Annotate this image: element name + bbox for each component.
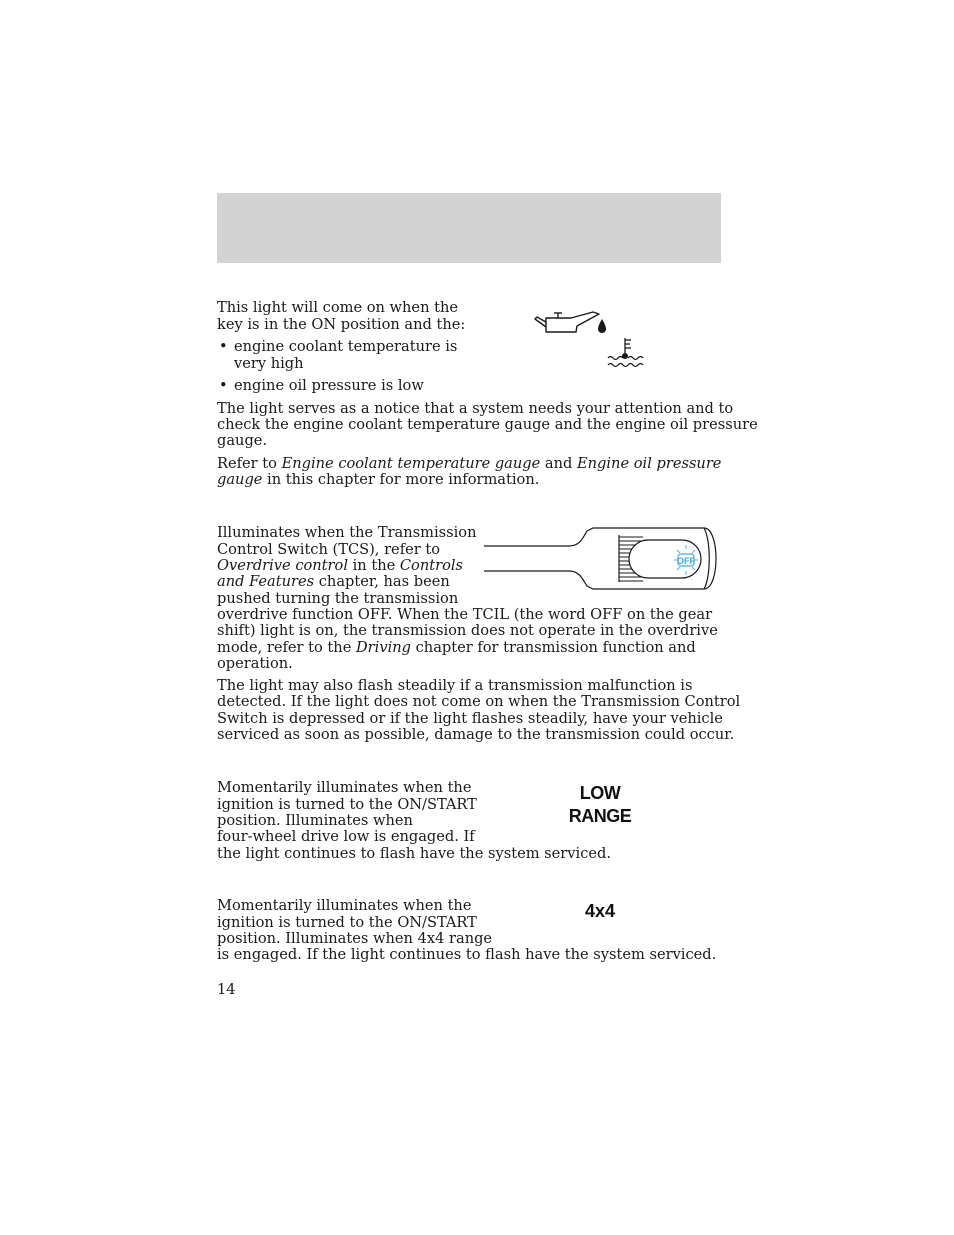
text-run: and — [540, 455, 577, 472]
paragraph-line: Momentarily illuminates when the — [217, 779, 472, 796]
italic-reference: Driving — [355, 639, 411, 656]
coolant-temperature-icon — [606, 336, 646, 370]
paragraph-line: ignition is turned to the ON/START — [217, 796, 477, 813]
bullet-dot: • — [219, 377, 228, 394]
text-run: Refer to — [217, 455, 282, 472]
paragraph-line: operation. — [217, 655, 293, 672]
paragraph-line: the light continues to flash have the system serviced. — [217, 845, 611, 862]
four-by-four-indicator-label: 4x4 — [584, 901, 616, 921]
bullet-text: very high — [234, 355, 304, 372]
italic-reference: Engine coolant temperature gauge — [281, 455, 541, 472]
paragraph-line: overdrive function OFF. When the TCIL (the word OFF on the gear — [217, 606, 713, 623]
intro-line: key is in the ON position and the: — [217, 316, 466, 333]
bullet-text: engine oil pressure is low — [234, 377, 424, 394]
paragraph-line: gauge. — [217, 432, 268, 449]
text-run: chapter for transmission function and — [410, 639, 696, 656]
italic-reference: Overdrive control — [217, 557, 348, 574]
paragraph-line: serviced as soon as possible, damage to the transmission could occur. — [217, 726, 735, 743]
text-run: in the — [347, 557, 400, 574]
gear-shift-off-icon — [483, 526, 720, 592]
italic-reference: Controls — [399, 557, 464, 574]
paragraph-line: position. Illuminates when 4x4 range — [217, 930, 493, 947]
paragraph-line: Illuminates when the Transmission — [217, 524, 477, 541]
reference-line — [217, 472, 539, 488]
text-run: in this chapter for more information. — [262, 471, 540, 488]
low-range-label-line: RANGE — [568, 806, 632, 826]
italic-reference: Engine oil pressure — [577, 455, 722, 472]
off-indicator-text: OFF — [677, 556, 695, 566]
bullet-dot: • — [219, 338, 228, 355]
intro-line: This light will come on when the — [217, 299, 459, 316]
italic-reference: and Features — [217, 573, 315, 590]
paragraph-line — [217, 558, 463, 574]
page-number: 14 — [217, 981, 236, 998]
text-run: chapter, has been — [314, 573, 450, 590]
reference-line — [217, 456, 721, 472]
paragraph-line: The light serves as a notice that a system needs your attention and to — [217, 400, 734, 417]
paragraph-line: four-wheel drive low is engaged. If — [217, 828, 475, 845]
paragraph-line: is engaged. If the light continues to flash have the system serviced. — [217, 946, 717, 963]
paragraph-line: ignition is turned to the ON/START — [217, 914, 477, 931]
paragraph-line: The light may also flash steadily if a transmission malfunction is — [217, 677, 693, 694]
paragraph-line: Momentarily illuminates when the — [217, 897, 472, 914]
paragraph-line — [217, 574, 450, 590]
text-run: mode, refer to the — [217, 639, 356, 656]
low-range-label-line: LOW — [579, 783, 621, 803]
paragraph-line — [217, 640, 696, 656]
paragraph-line: position. Illuminates when — [217, 812, 413, 829]
paragraph-line: pushed turning the transmission — [217, 590, 459, 607]
paragraph-line: shift) light is on, the transmission does not operate in the overdrive — [217, 622, 718, 639]
paragraph-line: detected. If the light does not come on when the Transmission Control — [217, 693, 741, 710]
oil-can-icon — [533, 310, 613, 338]
paragraph-line: Switch is depressed or if the light flashes steadily, have your vehicle — [217, 710, 723, 727]
low-range-indicator-label — [560, 782, 640, 828]
header-band — [217, 193, 721, 263]
paragraph-line: check the engine coolant temperature gauge and the engine oil pressure — [217, 416, 758, 433]
paragraph-line: Control Switch (TCS), refer to — [217, 541, 440, 558]
italic-reference: gauge — [217, 471, 263, 488]
bullet-text: engine coolant temperature is — [234, 338, 458, 355]
